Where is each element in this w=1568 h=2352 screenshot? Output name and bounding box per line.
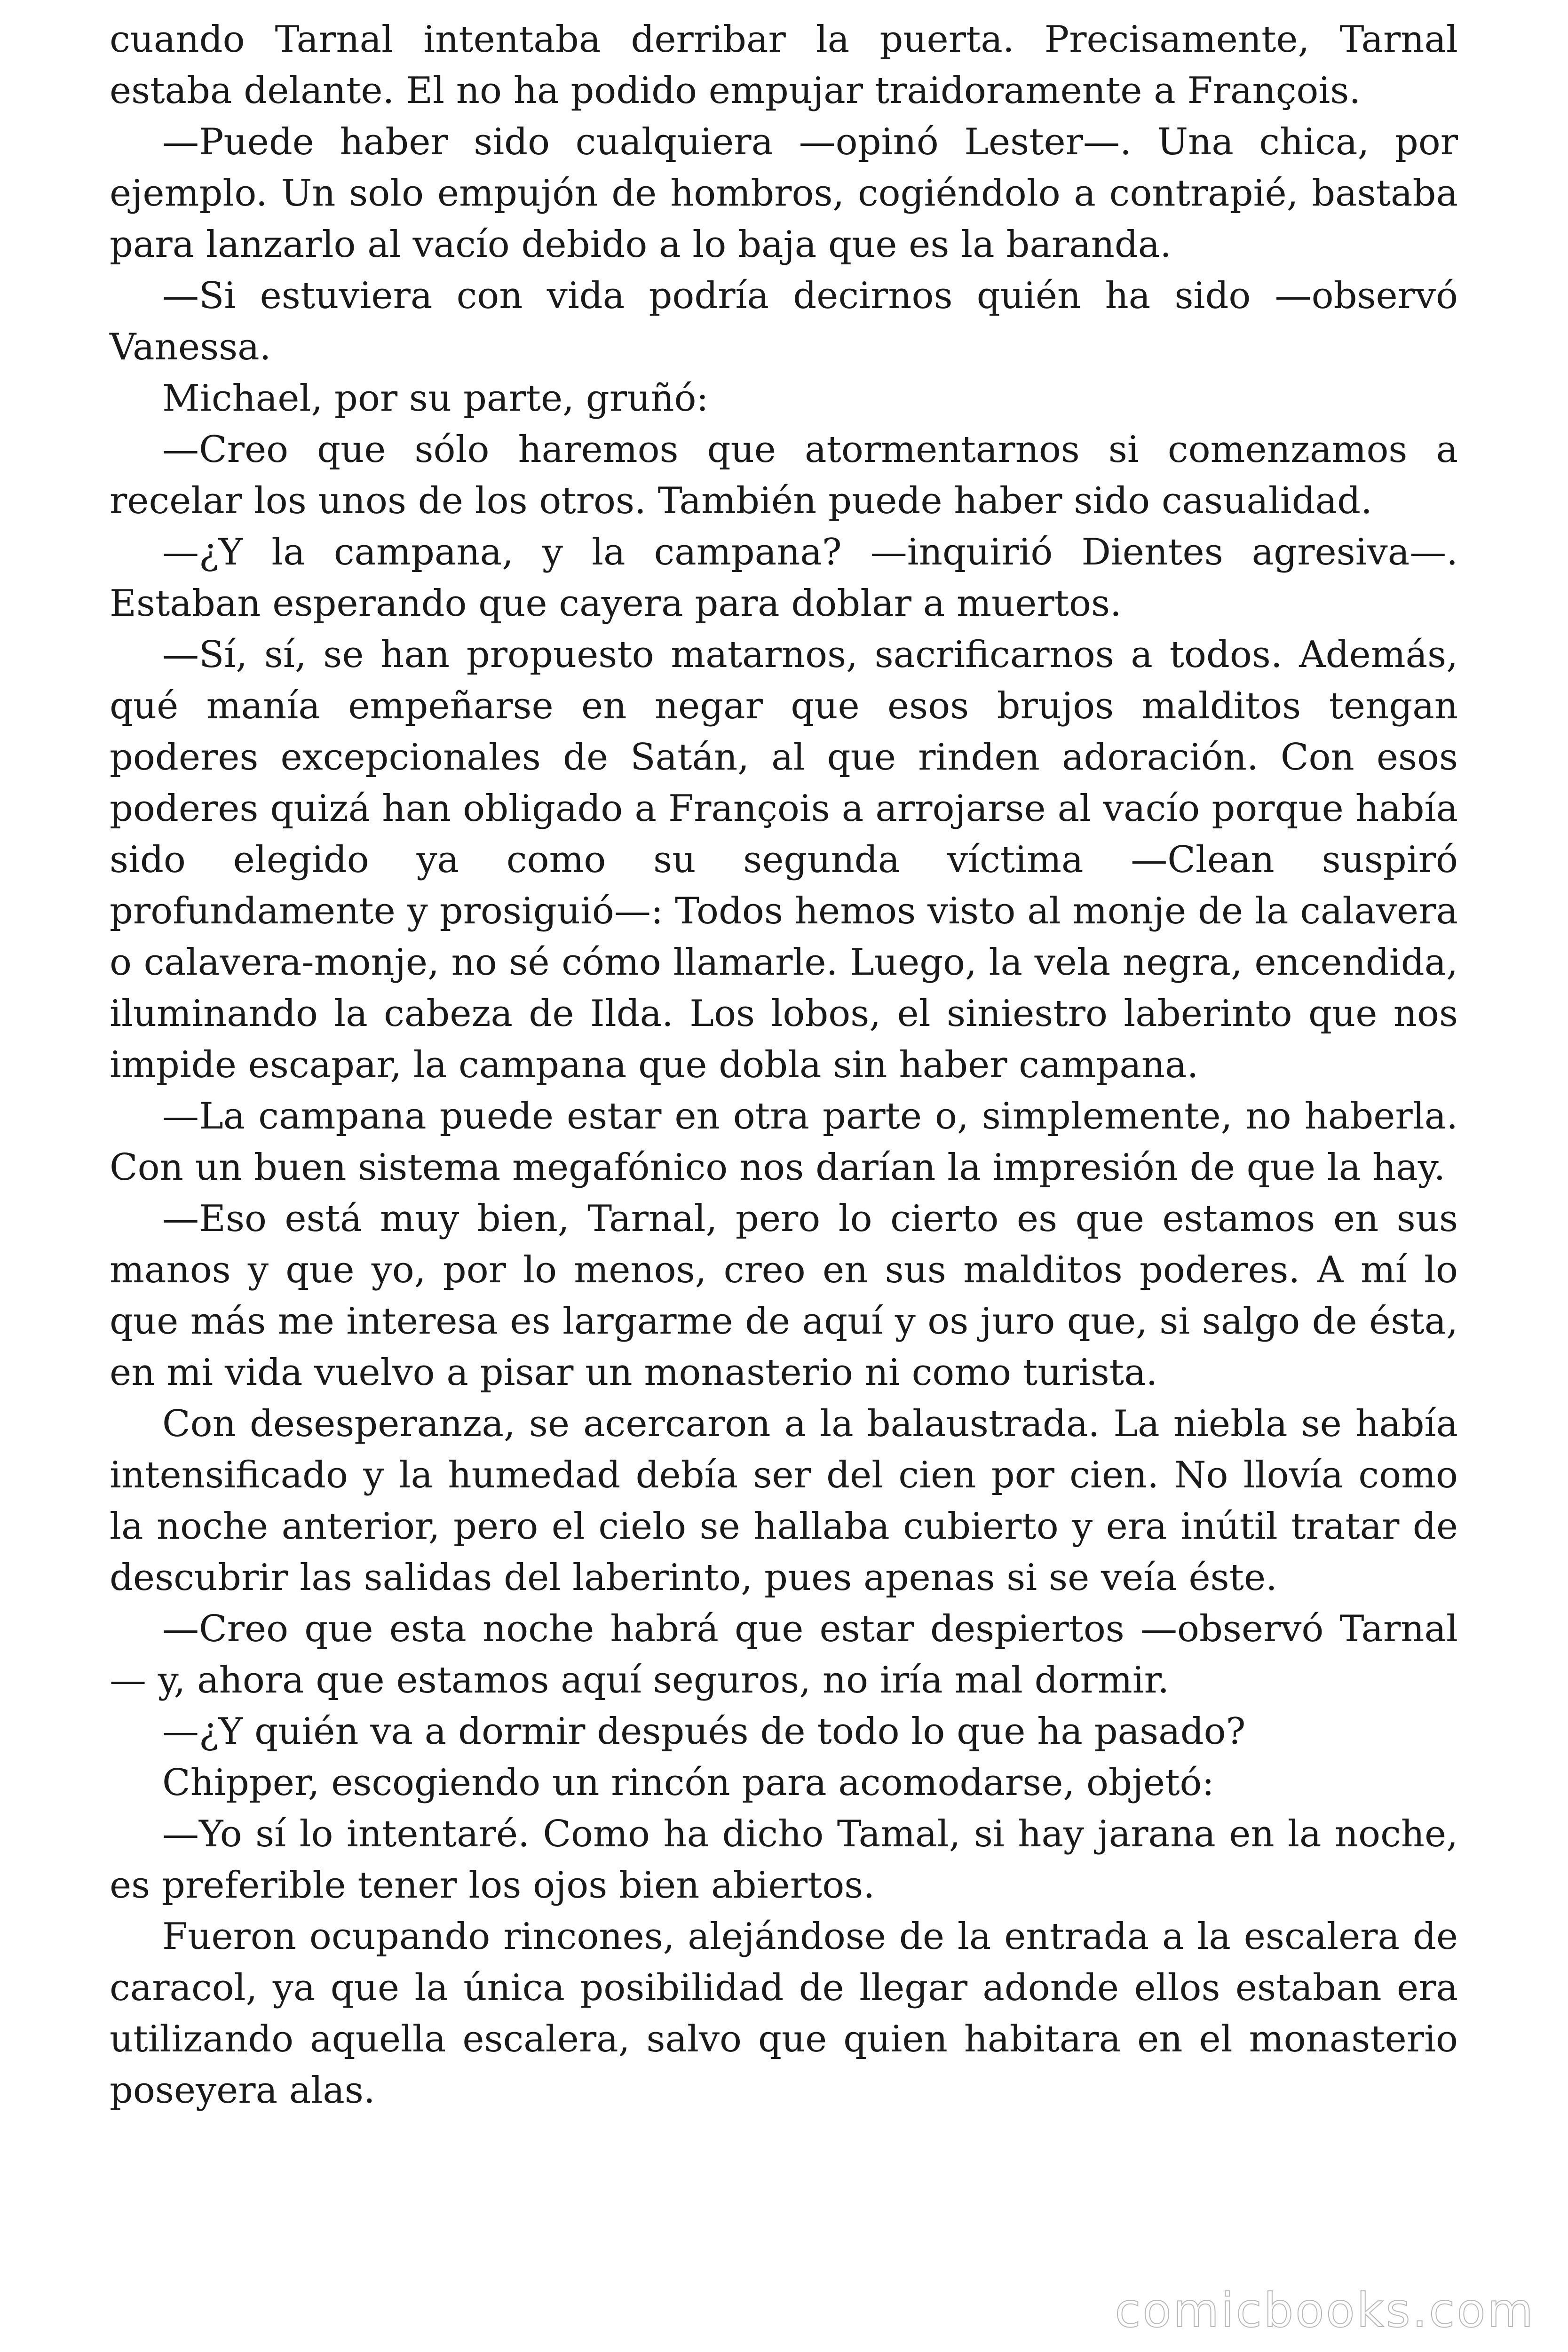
paragraph-3: —Si estuviera con vida podría decirnos quién ha sido —observó Vanessa. (110, 275, 1458, 368)
paragraph-6: —¿Y la campana, y la campana? —inquirió Dientes agresiva—. Estaban esperando que cayera para doblar a muertos. (110, 531, 1458, 625)
paragraph-4: Michael, por su parte, gruñó: (162, 377, 709, 420)
paragraph-2: —Puede haber sido cualquiera —opinó Lester—. Una chica, por ejemplo. Un solo empujón de hombros, cogiéndolo a contrapié, bastaba para lanzarlo al vacío debido a lo baja que es la baranda. (110, 121, 1458, 266)
paragraph-15: Fueron ocupando rincones, alejándose de la entrada a la escalera de caracol, ya que la única posibilidad de llegar adonde ellos estaban era utilizando aquella escalera, salvo que quien habitara en el monasterio poseyera alas. (110, 1915, 1458, 2112)
paragraph-7: —Sí, sí, se han propuesto matarnos, sacrificarnos a todos. Además, qué manía empeñarse en negar que esos brujos malditos tengan poderes excepcionales de Satán, al que rinden adoración. Con esos poderes quizá han obligado a François a arrojarse al vacío porque había sido elegido ya como su segunda víctima —Clean suspiró profundamente y prosiguió—: Todos hemos visto al monje de la calavera o calavera-monje, no sé cómo llamarle. Luego, la vela negra, encendida, iluminando la cabeza de Ilda. Los lobos, el siniestro laberinto que nos impide escapar, la campana que dobla sin haber campana. (110, 634, 1458, 1086)
paragraph-8: —La campana puede estar en otra parte o, simplemente, no haberla. Con un buen sistema megafónico nos darían la impresión de que la hay. (110, 1095, 1458, 1189)
paragraph-11: —Creo que esta noche habrá que estar despiertos —observó Tarnal — y, ahora que estamos aquí seguros, no iría mal dormir. (110, 1608, 1458, 1701)
paragraph-9: —Eso está muy bien, Tarnal, pero lo cierto es que estamos en sus manos y que yo, por lo menos, creo en sus malditos poderes. A mí lo que más me interesa es largarme de aquí y os juro que, si salgo de ésta, en mi vida vuelvo a pisar un monasterio ni como turista. (110, 1198, 1458, 1394)
paragraph-12: —¿Y quién va a dormir después de todo lo que ha pasado? (162, 1710, 1246, 1753)
paragraph-13: Chipper, escogiendo un rincón para acomodarse, objetó: (162, 1762, 1214, 1804)
paragraph-10: Con desesperanza, se acercaron a la balaustrada. La niebla se había intensificado y la humedad debía ser del cien por cien. No llovía como la noche anterior, pero el cielo se hallaba cubierto y era inútil tratar de descubrir las salidas del laberinto, pues apenas si se veía éste. (110, 1403, 1458, 1599)
body-text (110, 14, 1458, 2116)
paragraph-1: cuando Tarnal intentaba derribar la puerta. Precisamente, Tarnal estaba delante. El no ha podido empujar traidoramente a François. (110, 18, 1458, 112)
watermark: comicbooks.com (1115, 2283, 1535, 2338)
paragraph-5: —Creo que sólo haremos que atormentarnos si comenzamos a recelar los unos de los otros. También puede haber sido casualidad. (110, 429, 1458, 522)
paragraph-14: —Yo sí lo intentaré. Como ha dicho Tamal, si hay jarana en la noche, es preferible tener los ojos bien abiertos. (110, 1813, 1458, 1907)
